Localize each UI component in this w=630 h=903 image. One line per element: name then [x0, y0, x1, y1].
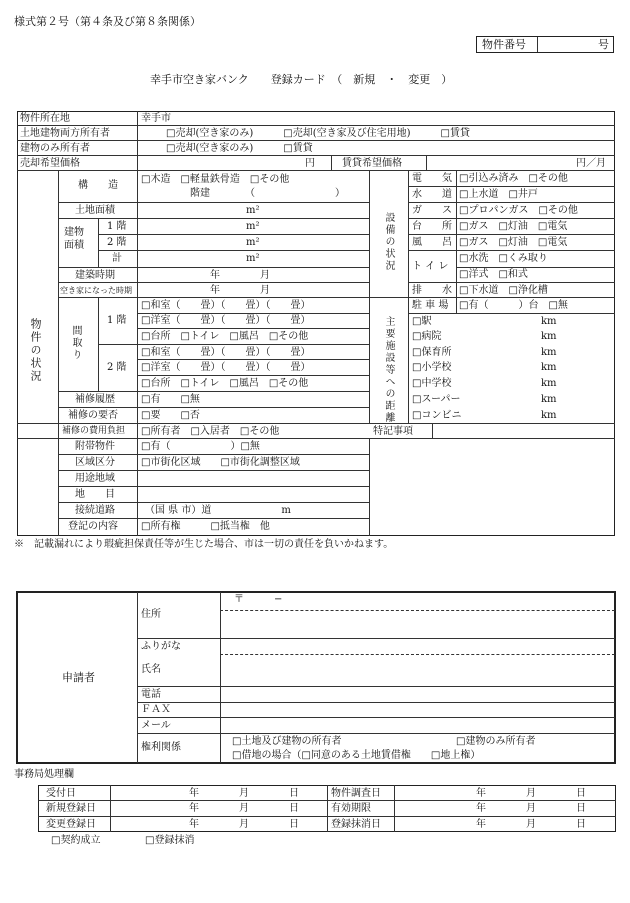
applicant-label: 申請者 — [62, 671, 95, 684]
use-zone-label: 用途地域 — [75, 473, 115, 484]
facility-station[interactable]: □駅 — [412, 316, 432, 327]
remarks-label: 特記事項 — [373, 426, 413, 437]
land-area-label: 土地面積 — [75, 205, 115, 216]
office-section-title: 事務局処理欄 — [14, 769, 74, 780]
section-property-status: 物件の状況 — [29, 318, 42, 383]
chimoku-label: 地 目 — [75, 489, 115, 500]
gas-options[interactable]: □プロパンガス □その他 — [459, 205, 578, 216]
f1-wet[interactable]: □台所 □トイレ □風呂 □その他 — [141, 331, 309, 342]
total-label: 計 — [112, 253, 122, 264]
rent-price-label: 賃貸希望価格 — [342, 158, 402, 169]
gas-label: ガ ス — [412, 205, 452, 216]
rights-option-lease[interactable]: □借地の場合（□同意のある土地賃借権 □地上権） — [232, 750, 481, 761]
zone-options[interactable]: □市街化区域 □市街化調整区域 — [141, 457, 300, 468]
henko-date[interactable]: 年 月 日 — [189, 819, 299, 830]
f2-wet[interactable]: □台所 □トイレ □風呂 □その他 — [141, 378, 309, 389]
name-label: 氏名 — [141, 664, 161, 675]
furo-label: 風 呂 — [412, 237, 452, 248]
rights-label: 権利関係 — [141, 742, 181, 753]
go-label: 号 — [598, 38, 609, 51]
registration-options[interactable]: □所有権 □抵当権 他 — [141, 521, 270, 532]
facility-convenience[interactable]: □コンビニ — [412, 410, 462, 421]
denki-label: 電 気 — [412, 173, 452, 184]
owner-both-label: 土地建物両方所有者 — [20, 128, 110, 139]
repair-history-label: 補修履歴 — [75, 394, 115, 405]
rights-option-building[interactable]: □建物のみ所有者 — [456, 736, 536, 747]
built-label: 建築時期 — [75, 270, 115, 281]
sale-price-label: 売却希望価格 — [20, 158, 80, 169]
name-input[interactable] — [222, 656, 614, 685]
madori-floor-1: 1 階 — [107, 315, 127, 326]
disclaimer-note: ※ 記載漏れにより瑕疵担保責任等が生じた場合、市は一切の責任を負いかねます。 — [14, 539, 394, 550]
owner-building-options[interactable]: □売却(空き家のみ) □賃貸 — [166, 143, 313, 154]
km-unit: km — [541, 362, 557, 373]
building-area-label: 建物面積 — [64, 227, 84, 251]
km-unit: km — [541, 347, 557, 358]
section-distance: 主要施設等への距離 — [383, 316, 394, 424]
floors[interactable]: 階建 （ ） — [190, 188, 345, 199]
repair-history-options[interactable]: □有 □無 — [141, 394, 200, 405]
vacant-label: 空き家になった時期 — [60, 286, 132, 295]
location-value[interactable]: 幸手市 — [141, 113, 171, 124]
bukken-number-input[interactable] — [538, 37, 596, 51]
shinki-date[interactable]: 年 月 日 — [189, 803, 299, 814]
massho-date[interactable]: 年 月 日 — [476, 819, 586, 830]
floor-1-unit: m² — [246, 221, 260, 232]
road-label: 接続道路 — [75, 505, 115, 516]
facility-elementary[interactable]: □小学校 — [412, 362, 452, 373]
land-area-unit: m² — [246, 205, 260, 216]
daidokoro-options[interactable]: □ガス □灯油 □電気 — [459, 221, 568, 232]
fax-label: ＦＡＸ — [141, 704, 171, 715]
repair-cost-label: 補修の費用負担 — [62, 426, 126, 436]
delete-registration-checkbox[interactable]: □登録抹消 — [145, 835, 195, 846]
km-unit: km — [541, 394, 557, 405]
km-unit: km — [541, 316, 557, 327]
vacant-value[interactable]: 年 月 — [210, 285, 270, 296]
kigen-date[interactable]: 年 月 日 — [476, 803, 586, 814]
f2-washitsu[interactable]: □和室（ 畳）（ 畳）（ 畳） — [141, 347, 311, 358]
kigen-label: 有効期限 — [331, 803, 371, 814]
madori-label: 間取り — [70, 325, 81, 361]
haisui-label: 排 水 — [412, 285, 452, 296]
floor-2-unit: m² — [246, 237, 260, 248]
floor-2-label: 2 階 — [107, 237, 127, 248]
bukken-number-label: 物件番号 — [482, 38, 526, 51]
f1-washitsu[interactable]: □和室（ 畳）（ 畳）（ 畳） — [141, 300, 311, 311]
form-number: 様式第２号（第４条及び第８条関係） — [14, 15, 201, 28]
facility-junior-high[interactable]: □中学校 — [412, 378, 452, 389]
attached-label: 附帯物件 — [75, 441, 115, 452]
facility-hospital[interactable]: □病院 — [412, 331, 442, 342]
remarks-field[interactable] — [434, 425, 613, 535]
page-title: 幸手市空き家バンク 登録カード （ 新規 ・ 変更 ） — [150, 73, 453, 86]
structure-label: 構 造 — [78, 180, 118, 191]
henko-label: 変更登録日 — [46, 819, 96, 830]
f1-yoshitsu[interactable]: □洋室（ 畳）（ 畳）（ 畳） — [141, 315, 311, 326]
chosa-label: 物件調査日 — [331, 788, 381, 799]
suido-label: 水 道 — [412, 189, 452, 200]
road-options[interactable]: （国 県 市）道 m — [145, 505, 291, 516]
built-value[interactable]: 年 月 — [210, 270, 270, 281]
f2-yoshitsu[interactable]: □洋室（ 畳）（ 畳）（ 畳） — [141, 362, 311, 373]
facility-supermarket[interactable]: □スーパー — [412, 394, 461, 405]
sale-price-unit: 円 — [305, 158, 315, 169]
postal-code[interactable]: 〒 − — [234, 594, 283, 605]
km-unit: km — [541, 410, 557, 421]
parking-label: 駐 車 場 — [412, 300, 449, 311]
madori-floor-2: 2 階 — [107, 362, 127, 373]
furo-options[interactable]: □ガス □灯油 □電気 — [459, 237, 568, 248]
haisui-options[interactable]: □下水道 □浄化槽 — [459, 285, 548, 296]
toilet-options-1[interactable]: □水洗 □くみ取り — [459, 253, 548, 264]
repair-need-label: 補修の要否 — [68, 410, 118, 421]
facility-nursery[interactable]: □保育所 — [412, 347, 452, 358]
chosa-date[interactable]: 年 月 日 — [476, 788, 586, 799]
km-unit: km — [541, 378, 557, 389]
repair-cost-options[interactable]: □所有者 □入居者 □その他 — [141, 426, 280, 437]
rent-price-unit: 円／月 — [576, 158, 606, 169]
owner-building-label: 建物のみ所有者 — [20, 143, 90, 154]
shinki-label: 新規登録日 — [46, 803, 96, 814]
zone-label: 区域区分 — [75, 457, 115, 468]
floor-1-label: 1 階 — [107, 221, 127, 232]
location-label: 物件所在地 — [20, 113, 70, 124]
suido-options[interactable]: □上水道 □井戸 — [459, 189, 538, 200]
tel-input[interactable] — [222, 688, 614, 701]
rights-option-owner[interactable]: □土地及び建物の所有者 — [232, 736, 342, 747]
attached-options[interactable]: □有（ ）□無 — [141, 441, 260, 452]
repair-need-options[interactable]: □要 □否 — [141, 410, 200, 421]
parking-options[interactable]: □有（ ）台 □無 — [459, 300, 568, 311]
massho-label: 登録抹消日 — [331, 819, 381, 830]
owner-both-options[interactable]: □売却(空き家のみ) □売却(空き家及び住宅用地) □賃貸 — [166, 128, 470, 139]
address-label: 住所 — [141, 609, 161, 620]
registration-label: 登記の内容 — [68, 521, 118, 532]
fax-input[interactable] — [222, 704, 614, 716]
total-unit: m² — [246, 253, 260, 264]
section-equipment: 設備の状況 — [383, 212, 394, 272]
denki-options[interactable]: □引込み済み □その他 — [459, 173, 568, 184]
uketsuke-label: 受付日 — [46, 788, 76, 799]
mail-label: メール — [141, 720, 171, 731]
furigana-input[interactable] — [222, 640, 614, 653]
toilet-options-2[interactable]: □洋式 □和式 — [459, 269, 528, 280]
tel-label: 電話 — [141, 689, 161, 700]
uketsuke-date[interactable]: 年 月 日 — [189, 788, 299, 799]
address-input[interactable] — [222, 612, 614, 636]
mail-input[interactable] — [222, 719, 614, 732]
daidokoro-label: 台 所 — [412, 221, 452, 232]
structure-options[interactable]: □木造 □軽量鉄骨造 □その他 — [141, 174, 290, 185]
km-unit: km — [541, 331, 557, 342]
toilet-label: ト イ レ — [412, 261, 449, 272]
furigana-label: ふりがな — [141, 641, 181, 652]
contract-checkbox[interactable]: □契約成立 — [51, 835, 101, 846]
